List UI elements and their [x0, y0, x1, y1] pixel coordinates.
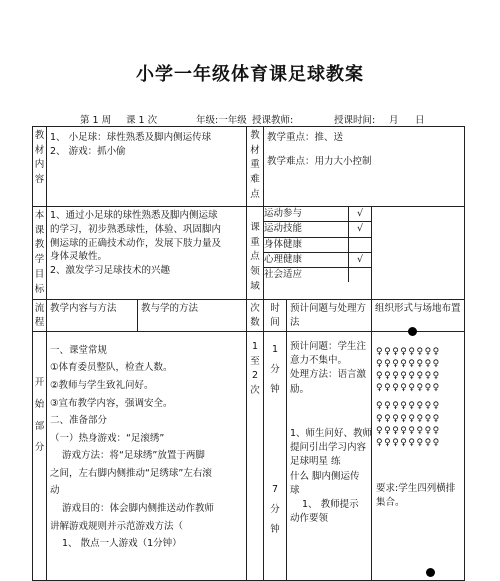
domain-item: 社会适应 — [264, 268, 371, 283]
time-label: 授课时间: — [334, 115, 376, 126]
grade-label: 年级:一年级 — [196, 115, 247, 126]
domain-checklist — [264, 207, 372, 300]
teacher-dot-icon — [426, 568, 435, 577]
student-row: ♀♀♀♀♀♀♀♀ — [376, 383, 441, 394]
goals-label: 本 课 教 学 目 标 — [33, 207, 47, 300]
materials-content: 1、 小足球：球性熟悉及脚内侧运传球 2、 游戏：抓小偷 — [47, 127, 247, 207]
header-method: 教与学的方法 — [138, 300, 247, 332]
teacher-dot-icon — [408, 327, 417, 336]
week-label: 第 1 周 — [80, 115, 112, 126]
domain-item: 运动参与 √ — [264, 207, 371, 222]
teacher-label: 授课教师: — [252, 115, 294, 126]
key-difficulty-content: 教学重点：推、送 教学难点：用力大小控制 — [264, 127, 465, 207]
materials-label: 教 材 内 容 — [33, 127, 47, 207]
header-content: 教学内容与方法 — [47, 300, 138, 332]
key-difficulty-label: 教 材 重 难 点 — [247, 127, 264, 207]
start-section-row — [33, 331, 465, 580]
domain-empty — [372, 207, 465, 300]
page-title: 小学一年级体育课足球教案 — [136, 64, 364, 85]
header-proc: 流 程 — [33, 300, 47, 332]
student-row: ♀♀♀♀♀♀♀♀ — [376, 359, 441, 370]
header-org: 组织形式与场地布置 — [372, 300, 465, 332]
student-row: ♀♀♀♀♀♀♀♀ — [376, 413, 441, 424]
times-column: 1 至 2 次 — [247, 331, 264, 580]
student-row: ♀♀♀♀♀♀♀♀ — [376, 401, 441, 412]
domain-item: 身体健康 — [264, 237, 371, 252]
student-row: ♀♀♀♀♀♀♀♀ — [376, 371, 441, 382]
student-row: ♀♀♀♀♀♀♀♀ — [376, 437, 441, 448]
domain-item: 心理健康 √ — [264, 252, 371, 267]
start-section-content: 一、课堂常规 ①体育委员整队，检查人数。 ②教师与学生致礼问好。 ③宣布教学内容，强调安全。 二、准备部分 （一）热身游戏：“足滚绣” 游戏方法：将“足球绣”放置于两脚 之间，左右脚内侧推动“足绣球”左右滚 动 游戏目的：体会脚内侧推送动作教师 讲解游戏规则并示范游戏方法（ 1、 散点一人游戏（1分钟） — [47, 331, 247, 580]
start-section-label: 开 始 部 分 — [33, 331, 47, 580]
requirement-text: 要求:学生四列横排 集合。 — [376, 482, 456, 509]
student-row: ♀♀♀♀♀♀♀♀ — [376, 425, 441, 436]
duration-column: 1 分 钟 7 分 钟 — [264, 331, 287, 580]
lesson-label: 课 1 次 — [126, 115, 158, 126]
domain-item: 运动技能 √ — [264, 222, 371, 237]
header-problem: 预计问题与处理方法 — [287, 300, 372, 332]
month-label: 月 — [389, 115, 399, 126]
header-times: 次 数 — [247, 300, 264, 332]
lesson-plan-table — [32, 126, 465, 581]
header-row — [33, 300, 465, 332]
materials-row — [33, 127, 465, 207]
day-label: 日 — [415, 115, 425, 126]
student-row: ♀♀♀♀♀♀♀♀ — [376, 346, 441, 357]
org-column — [372, 331, 465, 580]
domain-label: 课 重 点 领 域 — [247, 207, 264, 300]
header-duration: 时 间 — [264, 300, 287, 332]
problem-column: 预计问题：学生注 意力不集中。 处理方法：语言激 励。 1、师生问好、教师 提问引出学习内容 足球明星 练 什么 脚内侧运传 球 1、 教师提示 动作要领 — [287, 331, 372, 580]
goals-content: 1、通过小足球的球性熟悉及脚内侧运球 的学习，初步熟悉球性，体验、巩固脚内 侧运球的正确技术动作，发展下肢力量及 身体灵敏性。 2、激发学习足球技术的兴趣 — [47, 207, 247, 300]
student-formation — [376, 346, 441, 449]
goals-row — [33, 207, 465, 300]
